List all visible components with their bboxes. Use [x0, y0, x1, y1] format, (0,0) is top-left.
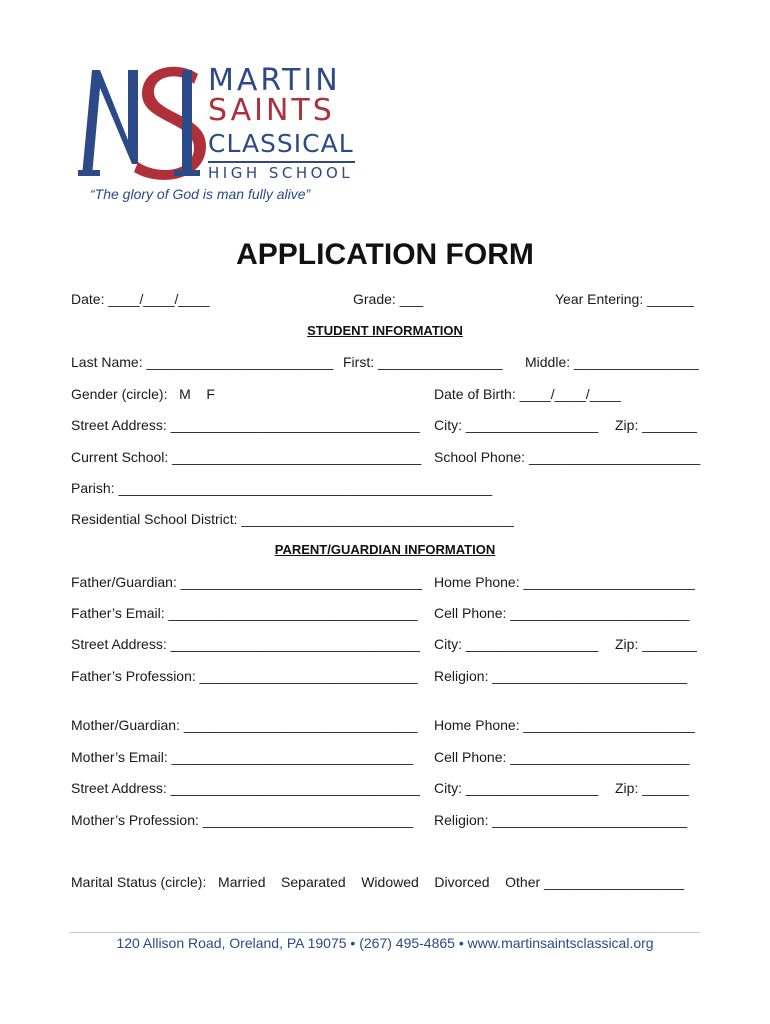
father-street-address-field[interactable]: Street Address: ________________________________: [71, 636, 420, 652]
logo-line-high-school: HIGH SCHOOL: [208, 161, 355, 181]
logo-line-saints: SAINTS: [208, 93, 335, 128]
mother-email-field[interactable]: Mother’s Email: _______________________________: [71, 749, 413, 765]
mother-city-field[interactable]: City: _________________: [434, 780, 599, 796]
student-street-address-field[interactable]: Street Address: ________________________________: [71, 417, 420, 433]
student-information-heading: STUDENT INFORMATION: [307, 323, 463, 338]
school-motto: “The glory of God is man fully alive”: [90, 186, 311, 202]
date-field[interactable]: Date: ____/____/____: [71, 291, 210, 307]
mother-zip-field[interactable]: Zip: ______: [615, 780, 689, 796]
mother-guardian-field[interactable]: Mother/Guardian: ______________________________: [71, 717, 418, 733]
mother-street-address-field[interactable]: Street Address: ________________________________: [71, 780, 420, 796]
year-entering-field[interactable]: Year Entering: ______: [555, 291, 694, 307]
father-city-field[interactable]: City: _________________: [434, 636, 599, 652]
first-name-field[interactable]: First: ________________: [343, 354, 503, 370]
middle-name-field[interactable]: Middle: ________________: [525, 354, 699, 370]
form-title: APPLICATION FORM: [236, 238, 534, 271]
mother-home-phone-field[interactable]: Home Phone: ______________________: [434, 717, 695, 733]
residential-school-district-field[interactable]: Residential School District: ___________________________________: [71, 511, 514, 527]
mother-profession-field[interactable]: Mother’s Profession: ___________________________: [71, 812, 413, 828]
ms-monogram-logo: [78, 64, 208, 182]
father-guardian-field[interactable]: Father/Guardian: _______________________________: [71, 574, 423, 590]
date-of-birth-field[interactable]: Date of Birth: ____/____/____: [434, 386, 621, 402]
last-name-field[interactable]: Last Name: ________________________: [71, 354, 334, 370]
father-home-phone-field[interactable]: Home Phone: ______________________: [434, 574, 695, 590]
logo-line-martin: MARTIN: [208, 63, 341, 98]
father-zip-field[interactable]: Zip: _______: [615, 636, 697, 652]
father-cell-phone-field[interactable]: Cell Phone: _______________________: [434, 605, 690, 621]
mother-cell-phone-field[interactable]: Cell Phone: _______________________: [434, 749, 690, 765]
father-profession-field[interactable]: Father’s Profession: ____________________________: [71, 668, 418, 684]
student-zip-field[interactable]: Zip: _______: [615, 417, 697, 433]
current-school-field[interactable]: Current School: ________________________________: [71, 449, 422, 465]
school-phone-field[interactable]: School Phone: ______________________: [434, 449, 701, 465]
father-email-field[interactable]: Father’s Email: ________________________________: [71, 605, 418, 621]
school-logo: [78, 64, 368, 184]
svg-text:MS: MS: [78, 64, 80, 65]
footer-contact-info: 120 Allison Road, Oreland, PA 19075 • (267) 495-4865 • www.martinsaintsclassical.org: [116, 935, 654, 951]
father-religion-field[interactable]: Religion: _________________________: [434, 668, 688, 684]
parent-guardian-information-heading: PARENT/GUARDIAN INFORMATION: [274, 542, 496, 557]
mother-religion-field[interactable]: Religion: _________________________: [434, 812, 688, 828]
marital-status-field[interactable]: Marital Status (circle): Married Separated Widowed Divorced Other __________________: [71, 874, 685, 890]
school-name-wordmark: [208, 64, 368, 181]
gender-field[interactable]: Gender (circle): M F: [71, 386, 215, 402]
grade-field[interactable]: Grade: ___: [353, 291, 424, 307]
footer-divider: [70, 932, 700, 933]
parish-field[interactable]: Parish: ________________________________________________: [71, 480, 493, 496]
logo-line-classical: CLASSICAL: [208, 129, 354, 158]
student-city-field[interactable]: City: _________________: [434, 417, 599, 433]
